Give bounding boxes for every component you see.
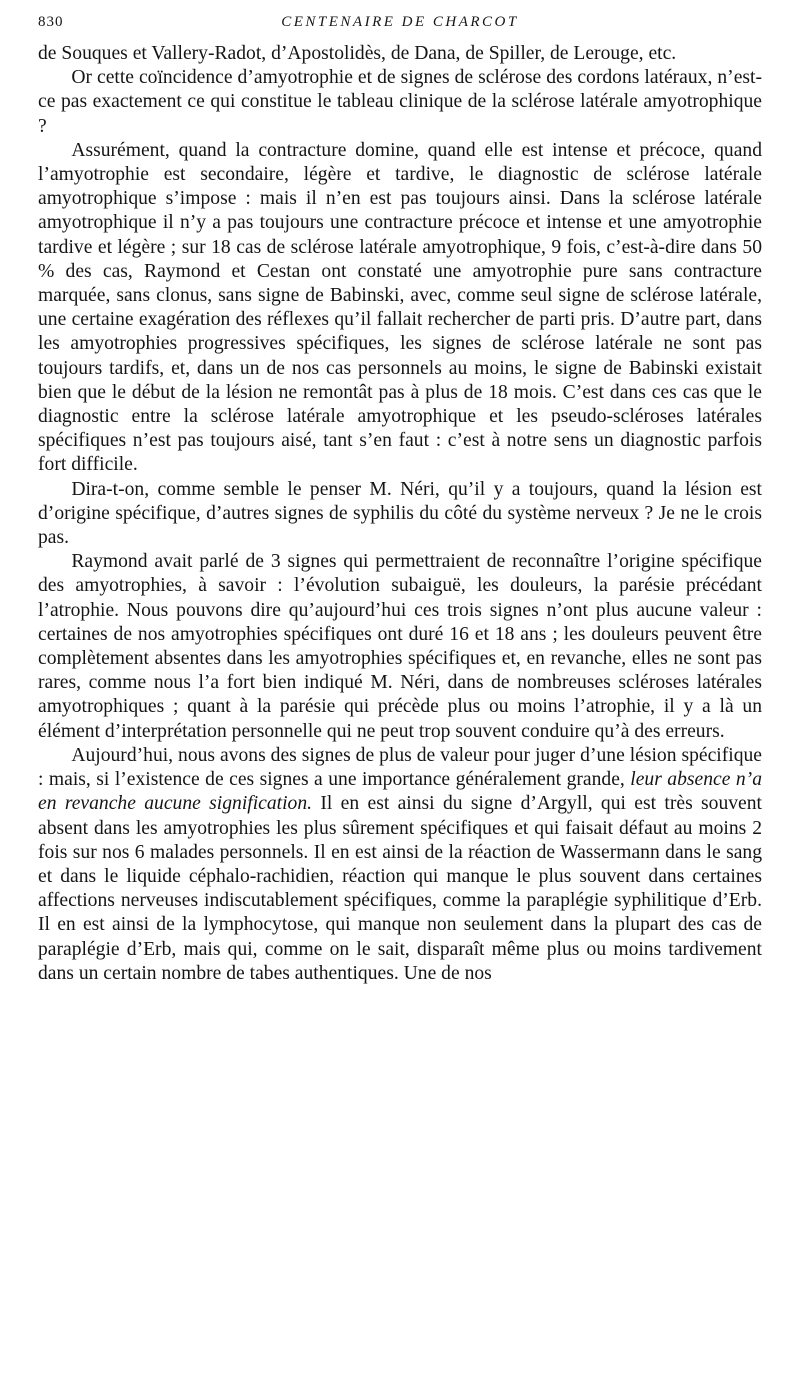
paragraph: Dira-t-on, comme semble le penser M. Néri, qu’il y a toujours, quand la lésion est d’origine spécifique, d’autres signes de syphilis du côté du système nerveux ? Je ne le crois pas. (38, 478, 762, 549)
running-head (38, 14, 762, 40)
page-number: 830 (38, 14, 64, 30)
emphasis-text: leur absence n’a en revanche aucune signification. (38, 769, 762, 815)
paragraph-text: Il en est ainsi du signe d’Argyll, qui est très souvent absent dans les amyotrophies les plus sûrement spécifiques et qui faisait défaut au moins 2 fois sur nos 6 malades personnels. Il en est ainsi de la réaction de Wassermann dans le sang et dans le liquide céphalo-rachidien, réaction qui manque le plus souvent dans certaines affections nerveuses indiscutablement spécifiques, comme la paraplégie syphilitique d’Erb. Il en est ainsi de la lymphocytose, qui manque non seulement dans la plupart des cas de paraplégie d’Erb, mais qui, comme on le sait, disparaît même plus ou moins tardivement dans un certain nombre de tabes authentiques. Une de nos (38, 793, 762, 984)
paragraph (38, 744, 762, 986)
paragraph: Assurément, quand la contracture domine, quand elle est intense et précoce, quand l’amyotrophie est secondaire, légère et tardive, le diagnostic de sclérose latérale amyotrophique s’impose : mais il n’en est pas toujours ainsi. Dans la sclérose latérale amyotrophique il n’y a pas toujours une contracture précoce et intense et une amyotrophie tardive et légère ; sur 18 cas de sclérose latérale amyotrophique, 9 fois, c’est-à-dire dans 50 % des cas, Raymond et Cestan ont constaté une amyotrophie pure sans contracture marquée, sans clonus, sans signe de Babinski, avec, comme seul signe de sclérose latérale, une certaine exagération des réflexes qu’il fallait rechercher de parti pris. D’autre part, dans les amyotrophies progressives spécifiques, les signes de sclérose latérale ne sont pas toujours tardifs, et, dans un de nos cas personnels au moins, le signe de Babinski existait bien que le début de la lésion ne remontât pas à plus de 18 mois. C’est dans ces cas que le diagnostic entre la sclérose latérale amyotrophique et les pseudo-scléroses latérales spécifiques n’est pas toujours aisé, tant s’en faut : c’est à notre sens un diagnostic parfois fort difficile. (38, 139, 762, 476)
paragraph-text: Aujourd’hui, nous avons des signes de plus de valeur pour juger d’une lésion spécifique : mais, si l’existence de ces signes a une importance généralement grande, (38, 744, 762, 791)
paragraph: Raymond avait parlé de 3 signes qui permettraient de reconnaître l’origine spécifique des amyotrophies, à savoir : l’évolution subaiguë, les douleurs, la parésie précédant l’atrophie. Nous pouvons dire qu’aujourd’hui ces trois signes n’ont plus aucune valeur : certaines de nos amyotrophies spécifiques ont duré 16 et 18 ans ; les douleurs peuvent être complètement absentes dans les amyotrophies spécifiques et, en revanche, elles ne sont pas rares, comme nous l’a fort bien indiqué M. Néri, dans de nombreuses scléroses latérales amyotrophiques ; quant à la parésie qui précède plus ou moins l’atrophie, il y a là un élément d’interprétation personnelle qui ne peut trop souvent conduire qu’à des erreurs. (38, 551, 762, 742)
running-title: CENTENAIRE DE CHARCOT (281, 14, 519, 30)
paragraph: Or cette coïncidence d’amyotrophie et de signes de sclérose des cordons latéraux, n’est-ce pas exactement ce qui constitue le tableau clinique de la sclérose latérale amyotrophique ? (38, 67, 762, 137)
paragraph-continuation: de Souques et Vallery-Radot, d’Apostolidès, de Dana, de Spiller, de Lerouge, etc. (38, 43, 677, 64)
body-text (38, 42, 762, 986)
